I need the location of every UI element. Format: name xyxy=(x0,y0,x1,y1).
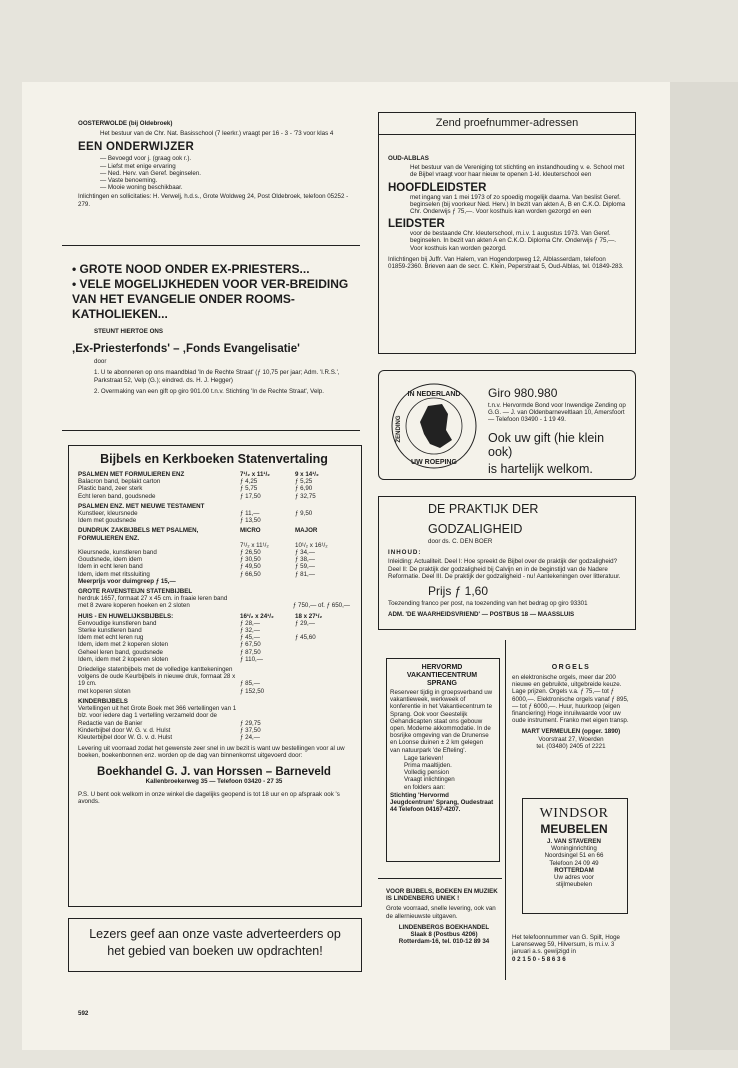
divider xyxy=(62,245,360,246)
inhoud-label: INHOUD: xyxy=(388,549,422,557)
ad-giro xyxy=(488,386,628,476)
ad-lindenberg xyxy=(386,888,502,945)
list-item: — Vaste benoeming. xyxy=(100,177,158,185)
ad-intro: Het bestuur van de Chr. Nat. Basisschool (7 leerkr.) vraagt per 16 - 3 - '73 voor klas 4 xyxy=(100,130,334,138)
item-name: Goudsnede, idem idem xyxy=(78,556,142,564)
herv-title: HERVORMD xyxy=(421,664,463,671)
ad-info: Inlichtingen bij Juffr. Van Halem, van Hogendorpweg 12, Alblasserdam, telefoon 01859-2360. Brieven aan de secr. C. Klein, Peperstraat 5, Oud-Alblas, tel. 01849-283. xyxy=(388,255,624,271)
step-2: 2. Overmaking van een gift op giro 901.00 t.n.v. Stichting 'In de Rechte Straat', Velp. xyxy=(94,387,324,395)
ad-windsor xyxy=(524,806,624,888)
item-name: Plastic band, zeer sterk xyxy=(78,485,143,493)
list-item: Prima maaltijden. xyxy=(404,762,452,770)
giro-slogan: is hartelijk welkom. xyxy=(488,461,593,476)
herv-title: SPRANG xyxy=(427,680,457,687)
windsor-logo: WINDSOR xyxy=(539,806,609,821)
price: ƒ 38,— xyxy=(295,556,315,564)
step-1: 1. U te abonneren op ons maandblad 'In de Rechte Straat' (ƒ 10,75 per jaar; Adm. 'I.R.S.', Parkstraat 52, Velp (G.); eindred. ds. H. J. Hegger) xyxy=(94,369,340,384)
giro-text: t.n.v. Hervormde Bond voor Inwendige Zending op G.G. — J. van Oldenbarneveltlaan 10, Amersfoort — Telefoon 03490 - 1 19 49. xyxy=(488,402,626,424)
section-title: PSALMEN MET FORMULIEREN ENZ xyxy=(78,471,185,478)
price: ƒ 67,50 xyxy=(240,641,261,649)
job-text: met ingang van 1 mei 1973 of zo spoedig mogelijk daarna. Van beslist Geref. beginselen (bij voorkeur Ned. Herv.) In bezit van akten A, B en C.K.O. Diploma Chr. Onderwijs ƒ 75,—. Voor kosthuis kan worden gezorgd en een xyxy=(410,193,626,216)
seal-text-left: ZENDING xyxy=(396,415,402,443)
price: ƒ 152,50 xyxy=(240,687,265,695)
windsor-subtitle: MEUBELEN xyxy=(540,822,608,836)
column-header: 16¹/₂ x 24¹/₂ xyxy=(240,612,274,620)
section-title: DUNDRUK ZAKBIJBELS MET PSALMEN, FORMULIEREN ENZ. xyxy=(78,527,199,542)
ad-bijbels xyxy=(78,452,350,805)
item-name: Kleuterbijbel door W. G. v. d. Hulst xyxy=(78,733,173,741)
item-text: herdruk 1657, formaat 27 x 45 cm. in fraaie leren band met 8 zware koperen hoeken en 2 sloten xyxy=(78,595,228,610)
seal-text-top: IN NEDERLAND xyxy=(407,391,461,398)
job-text: voor de bestaande Chr. kleuterschool, m.i.v. 1 augustus 1973. Van Geref. beginselen. In bezit van akten A en C.K.O. Diploma Chr. Onderwijs ƒ 75,—. Voor kosthuis kan worden gezorgd. xyxy=(410,230,617,252)
ps-text: P.S. U bent ook welkom in onze winkel die dagelijks geopend is tot 18 uur en op afspraak ook 's avonds. xyxy=(78,790,340,805)
price: ƒ 59,— xyxy=(295,563,315,571)
column-header: 10¹/₂ x 16¹/₂ xyxy=(295,541,328,549)
price: ƒ 45,— xyxy=(240,634,260,642)
requirements-list xyxy=(78,155,350,191)
item-name: Idem in echt leren band xyxy=(78,563,143,571)
list-item: en folders aan: xyxy=(404,783,445,791)
section-title: PSALMEN ENZ. MET NIEUWE TESTAMENT xyxy=(78,502,205,510)
price: ƒ 4,25 xyxy=(240,478,258,486)
price xyxy=(295,656,350,663)
list-item: — Liefst met enige ervaring xyxy=(100,162,176,170)
price: ƒ 29,— xyxy=(295,619,315,627)
price: ƒ 32,— xyxy=(240,627,260,635)
section-title: HUIS - EN HUWELIJKSBIJBELS: xyxy=(78,612,174,620)
price: ƒ 24,— xyxy=(240,733,260,741)
ad-place: OUD-ALBLAS xyxy=(388,155,429,162)
lindenberg-text: Grote voorraad, snelle levering, ook van de allernieuwste uitgaven. xyxy=(386,905,496,920)
column-header: 18 x 27¹/₂ xyxy=(295,612,323,620)
book-author: door ds. C. DEN BOER xyxy=(428,538,493,545)
item-name: Geheel leren band, goudsnede xyxy=(78,648,163,656)
price: ƒ 26,50 xyxy=(240,549,261,557)
item-name: Kunstleer, kleursnede xyxy=(78,510,138,518)
item-name: Idem, idem met 2 koperen sloten xyxy=(78,641,169,649)
herv-title: VAKANTIECENTRUM xyxy=(406,672,478,679)
orgels-address: tel. (03480) 2405 of 2221 xyxy=(536,742,606,750)
funds-title: ‚Ex-Priesterfonds' – ‚Fonds Evangelisatie' xyxy=(72,343,300,356)
price: ƒ 5,75 xyxy=(240,485,258,493)
book-price: Prijs ƒ 1,60 xyxy=(428,584,489,599)
column-header: 7¹/₂ x 11¹/₂ xyxy=(240,541,269,549)
list-item: — Mooie woning beschikbaar. xyxy=(100,184,183,192)
price: ƒ 17,50 xyxy=(240,492,261,500)
ad-oud-alblas xyxy=(388,155,626,270)
headline: • VELE MOGELIJKHEDEN VOOR VER-BREIDING VAN HET EVANGELIE ONDER ROOMS-KATHOLIEKEN... xyxy=(72,277,349,321)
price: ƒ 32,75 xyxy=(295,492,316,500)
item-name: met koperen sloten xyxy=(78,687,131,695)
item-name: Echt leren band, goudsnede xyxy=(78,492,156,500)
book-contents: Inleiding: Actualiteit. Deel I: Hoe spreekt de Bijbel over de praktijk der godzaligheid? Deel II: De praktijk der godzaligheid bij Calvijn en in de beginstijd van de Nadere Reformatie. Deel III. De praktijk der godzaligheid - nu! Aantekeningen over litteratuur. xyxy=(388,558,621,580)
door-text: door xyxy=(94,358,107,366)
item-name: Idem met echt leren rug xyxy=(78,634,144,642)
orgels-name: MART VERMEULEN (opger. 1890) xyxy=(521,728,621,736)
lindenberg-address: Rotterdam-16, tel. 010-12 89 34 xyxy=(398,938,490,946)
orgels-title: ORGELS xyxy=(551,664,591,671)
price: ƒ 29,75 xyxy=(240,719,261,727)
spilt-number: 0 2 1 5 0 - 5 8 6 3 6 xyxy=(512,955,566,963)
column-header: 7¹/₂ x 11¹/₂ xyxy=(240,471,270,478)
orgels-text: en elektronische orgels, meer dar 200 nieuwe en gebruikte, uitgebreide keuze. Lage prijzen. Orgels v.a. ƒ 75,— tot ƒ 6000,—. Elektronische orgels vanaf ƒ 895,— tot ƒ 6000,—. Huur, huurkoop (eigen financiering) Hoge inruilwaarde voor uw oude instrument. Franko met eigen transp. xyxy=(512,674,629,725)
column-divider xyxy=(505,640,506,980)
item-name: Sterke kunstleren band xyxy=(78,627,142,635)
herv-foot: Stichting 'Hervormd Jeugdcentrum' Sprang, Oudestraat 44 Telefoon 04167-4207. xyxy=(390,791,494,814)
price: ƒ 13,50 xyxy=(240,517,261,525)
page-margin xyxy=(670,82,738,1050)
price: ƒ 66,50 xyxy=(240,570,261,578)
item-name: Idem, idem met 2 koperen sloten xyxy=(78,655,169,663)
column-header: MICRO xyxy=(240,527,261,535)
price: ƒ 87,50 xyxy=(240,648,261,656)
seal-text-bottom: UW ROEPING xyxy=(411,459,457,466)
price xyxy=(295,627,350,634)
ad-heading: EEN ONDERWIJZER xyxy=(78,141,195,154)
price xyxy=(295,517,350,524)
bijbels-title: Bijbels en Kerkboeken Statenvertaling xyxy=(100,452,328,466)
windsor-line: Woninginrichting xyxy=(551,845,597,853)
delivery-text: Levering uit voorraad zodat het gewenste zeer snel in uw bezit is want uw bestellingen voor al uw boeken, boekenbonnen enz. worden op de dag van binnenkomst uitgevoerd door: xyxy=(78,745,345,760)
column-header: MAJOR xyxy=(295,527,318,535)
price: ƒ 11,— xyxy=(240,510,260,518)
support-text: STEUNT HIERTOE ONS xyxy=(94,328,163,335)
price xyxy=(295,641,350,648)
job-title: LEIDSTER xyxy=(388,218,445,231)
headline: • GROTE NOOD ONDER EX-PRIESTERS... xyxy=(72,262,310,276)
item-name: Kleursnede, kunstleren band xyxy=(78,549,157,557)
book-title: GODZALIGHEID xyxy=(428,522,523,536)
price: ƒ 45,60 xyxy=(295,634,316,642)
shop-address: Kallenbroekerweg 35 — Telefoon 03420 - 27 35 xyxy=(145,777,283,785)
adm-text: ADM. 'DE WAARHEIDSVRIEND' — POSTBUS 18 — MAASSLUIS xyxy=(388,611,575,619)
list-item: — Bevoegd voor j. (graag ook r.). xyxy=(100,155,192,163)
ad-info: Inlichtingen en sollicitaties: H. Verwelj, h.d.s., Grote Woldweg 24, Post Oldebroek, telefoon 05252 - 279. xyxy=(78,193,349,208)
ad-herv xyxy=(390,664,494,813)
ad-praktijk xyxy=(388,502,626,618)
price: ƒ 110,— xyxy=(240,655,263,663)
windsor-line: Telefoon 24 09 49 xyxy=(549,859,599,867)
item-name: Idem, idem met ritssluiting xyxy=(78,570,150,578)
page-number: 592 xyxy=(78,1010,89,1017)
section-title: KINDERBIJBELS xyxy=(78,697,128,705)
price: ƒ 9,50 xyxy=(295,510,313,518)
zending-seal-icon xyxy=(390,382,478,470)
price: ƒ 49,50 xyxy=(240,563,261,571)
divider xyxy=(378,134,636,135)
ad-ex-priesters xyxy=(72,262,357,395)
shop-name: Boekhandel G. J. van Horssen – Barneveld xyxy=(97,765,331,778)
price: ƒ 34,— xyxy=(295,549,315,557)
zend-title: Zend proefnummer-adressen xyxy=(435,117,579,129)
price: ƒ 30,50 xyxy=(240,556,261,564)
item-name: Eenvoudige kunstleren band xyxy=(78,619,157,627)
price xyxy=(295,649,350,656)
lindenberg-title: VOOR BIJBELS, BOEKEN EN MUZIEK IS LINDENBERG UNIEK ! xyxy=(386,888,498,903)
spilt-text: Het telefoonnummer van G. Spilt, Hoge Larenseweg 59, Hilversum, is m.i.v. 3 januari a.s. gewijzigd in xyxy=(512,934,620,956)
item-text: Vertellingen uit het Grote Boek met 366 vertellingen van 1 blz. voor iedere dag 1 vertelling verzameld door de Redactie van de Banier xyxy=(78,705,237,727)
divider xyxy=(378,878,502,879)
column-header: 9 x 14¹/₂ xyxy=(295,471,319,478)
windsor-line: Uw adres voor xyxy=(554,874,594,882)
list-item: Volledig pension xyxy=(404,769,450,777)
job-title: HOOFDLEIDSTER xyxy=(388,181,487,194)
price: ƒ 37,50 xyxy=(240,726,261,734)
ad-spilt xyxy=(512,934,632,963)
item-name: Balacron band, beplakt carton xyxy=(78,478,161,486)
price: ƒ 750,— of. ƒ 650,— xyxy=(292,602,350,610)
item-name: Kinderbijbel door W. G. v. d. Hulst xyxy=(78,726,171,734)
ad-orgels xyxy=(512,664,630,750)
ad-oosterwolde xyxy=(78,120,350,208)
section-title: GROTE RAVENSTEIJN STATENBIJBEL xyxy=(78,588,193,596)
windsor-line: ROTTERDAM xyxy=(554,866,594,874)
windsor-name: J. VAN STAVEREN xyxy=(547,838,601,845)
windsor-line: Noordsingel 51 en 66 xyxy=(544,852,604,860)
orgels-address: Voorstraat 27, Woerden xyxy=(538,735,604,743)
lindenberg-address: Slaak 8 (Postbus 4206) xyxy=(410,931,478,939)
giro-slogan: Ook uw gift (hie klein ook) xyxy=(488,430,605,459)
list-item: Vraagt inlichtingen xyxy=(404,776,455,784)
price: ƒ 6,90 xyxy=(295,485,313,493)
item-name: Idem met goudsnede xyxy=(78,517,137,525)
extra-note: Meerprijs voor duimgreep ƒ 15,— xyxy=(78,577,176,585)
list-item: — Ned. Herv. van Geref. beginselen. xyxy=(100,169,201,177)
herv-text: Reserveer tijdig in groepsverband uw vakantieweek, werkweek of konferentie in het Vakantiecentrum te Sprang. Ook voor Geestelijk Gehandicapten staat ons gebouw open. Moderne akkommodatie. In de bosrijke omgeving van de Drunense en Loonse duinen ± 2 km gelegen van natuurpark 'de Efteling'. xyxy=(390,689,493,754)
price: ƒ 5,25 xyxy=(295,478,313,486)
book-title: DE PRAKTIJK DER xyxy=(428,502,539,516)
list-item: Lage tarieven! xyxy=(404,754,444,762)
lezers-text: Lezers geef aan onze vaste adverteerders op het gebied van boeken uw opdrachten! xyxy=(89,927,341,958)
divider xyxy=(62,430,360,431)
lindenberg-name: LINDENBERGS BOEKHANDEL xyxy=(398,923,490,931)
item-text: Driedelige statenbijbels met de volledige kanttekeningen volgens de oude Keurbijbels in nieuwe druk, formaat 28 x 19 cm. xyxy=(78,666,236,688)
ad-place: OOSTERWOLDE (bij Oldebroek) xyxy=(78,120,173,127)
shipping-text: Toezending franco per post, na toezending van het bedrag op giro 93301 xyxy=(388,600,588,608)
price: ƒ 81,— xyxy=(295,570,315,578)
price: ƒ 28,— xyxy=(240,619,260,627)
ad-intro: Het bestuur van de Vereniging tot stichting en instandhouding v. e. School met de Bijbel vraagt voor haar nieuw te openen 1-kl. kleuterschool een xyxy=(410,164,625,179)
price: ƒ 85,— xyxy=(240,680,260,688)
windsor-line: stijlmeubelen xyxy=(555,881,593,889)
herv-list xyxy=(390,755,494,791)
giro-number: Giro 980.980 xyxy=(488,386,558,400)
